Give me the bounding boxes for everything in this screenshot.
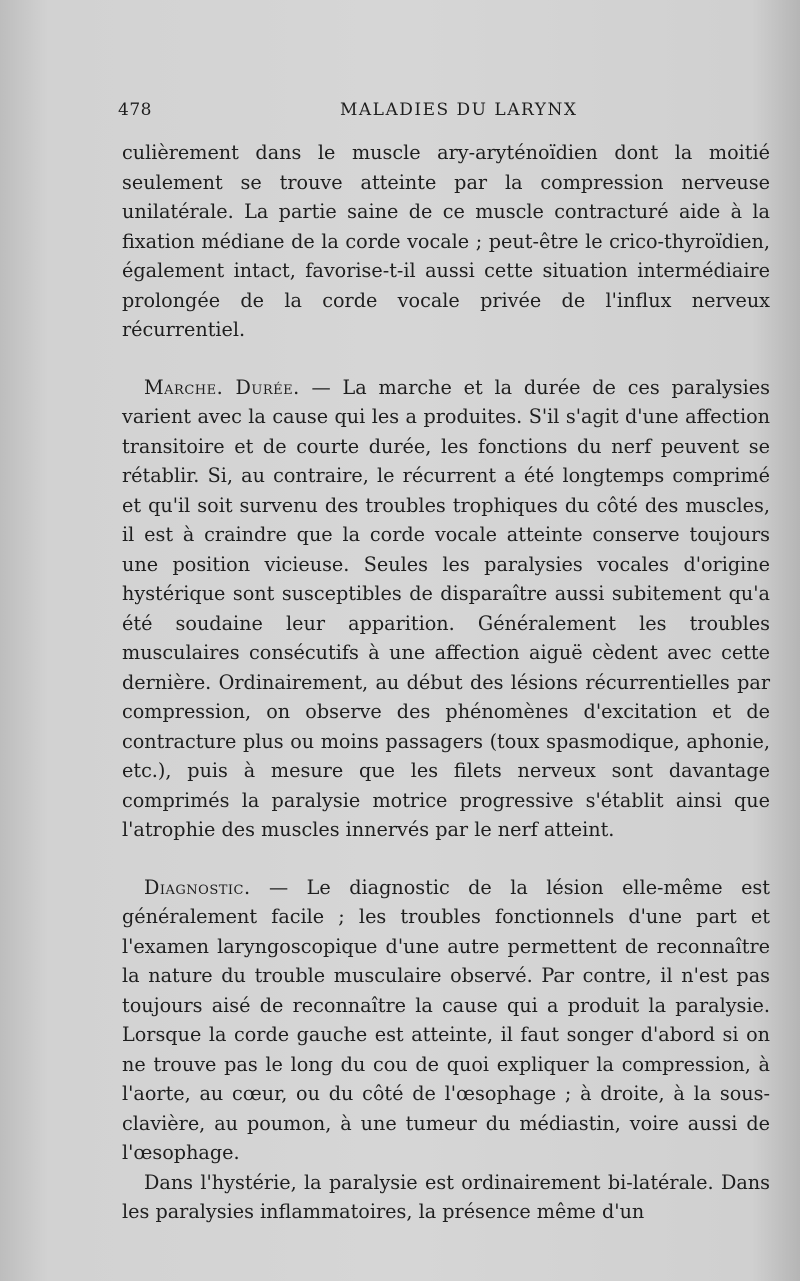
section-heading: Diagnostic. [144, 875, 251, 899]
paragraph-continuation [122, 138, 770, 345]
page-body [122, 138, 770, 1227]
paragraph-marche-duree [122, 373, 770, 845]
paragraph-hysterie [122, 1168, 770, 1227]
paragraph-text: — La marche et la durée de ces paralysies varient avec la cause qui les a produites. S'il s'agit d'une affection transitoire et de courte durée, les fonctions du nerf peuvent se rétablir. Si, au contraire, le récurrent a été longtemps comprimé et qu'il soit survenu des troubles trophiques du côté des muscles, il est à craindre que la corde vocale atteinte conserve toujours une position vicieuse. Seules les paralysies vocales d'origine hystérique sont susceptibles de disparaître aussi subitement qu'a été soudaine leur apparition. Généralement les troubles musculaires consécutifs à une affection aiguë cèdent avec cette dernière. Ordinairement, au début des lésions récurrentielles par compression, on observe des phénomènes d'excitation et de contracture plus ou moins passagers (toux spasmodique, aphonie, etc.), puis à mesure que les filets nerveux sont davantage comprimés la paralysie motrice progressive s'établit ainsi que l'atrophie des muscles innervés par le nerf atteint. [122, 375, 770, 841]
page-number: 478 [118, 100, 152, 120]
paragraph-text: Dans l'hystérie, la paralysie est ordinairement bi-latérale. Dans les paralysies inflammatoires, la présence même d'un [122, 1170, 770, 1223]
paragraph-diagnostic [122, 873, 770, 1168]
paragraph-text: — Le diagnostic de la lésion elle-même est généralement facile ; les troubles fonctionnels d'une part et l'examen laryngoscopique d'une autre permettent de reconnaître la nature du trouble musculaire observé. Par contre, il n'est pas toujours aisé de reconnaître la cause qui a produit la paralysie. Lorsque la corde gauche est atteinte, il faut songer d'abord si on ne trouve pas le long du cou de quoi expliquer la compression, à l'aorte, au cœur, ou du côté de l'œsophage ; à droite, à la sous-clavière, au poumon, à une tumeur du médiastin, voire aussi de l'œsophage. [122, 875, 770, 1164]
paragraph-text: culièrement dans le muscle ary-aryténoïdien dont la moitié seulement se trouve atteinte par la compression nerveuse unilatérale. La partie saine de ce muscle contracturé aide à la fixation médiane de la corde vocale ; peut-être le crico-thyroïdien, également intact, favorise-t-il aussi cette situation intermédiaire prolongée de la corde vocale privée de l'influx nerveux récurrentiel. [122, 141, 770, 341]
section-heading: Marche. Durée. [144, 375, 300, 399]
page-header [118, 100, 778, 126]
running-title: MALADIES DU LARYNX [340, 100, 578, 120]
